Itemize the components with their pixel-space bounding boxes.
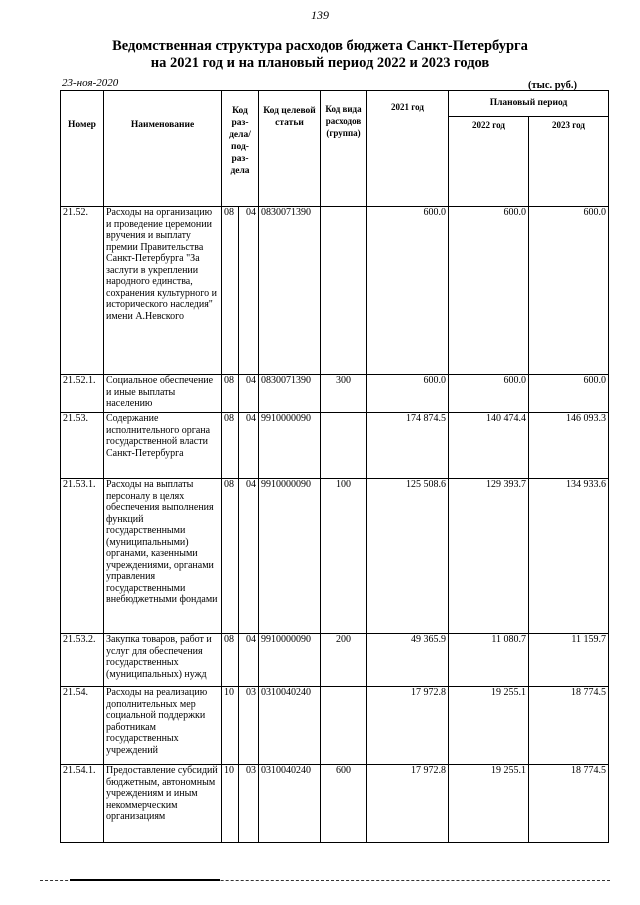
row-subsection: 04 xyxy=(239,375,259,413)
row-section: 10 xyxy=(222,687,239,765)
row-2022: 19 255.1 xyxy=(449,765,529,843)
row-number: 21.54.1. xyxy=(61,765,104,843)
row-type xyxy=(321,413,367,479)
row-target: 9910000090 xyxy=(259,413,321,479)
row-name: Расходы на реализацию дополнительных мер социальной поддержки работникам государственных учреждений xyxy=(104,687,222,765)
header-number: Номер xyxy=(61,91,104,207)
row-2022: 129 393.7 xyxy=(449,479,529,634)
header-type: Код вида расходов (группа) xyxy=(321,91,367,207)
document-date: 23-ноя-2020 xyxy=(62,77,119,89)
header-planned-period: Плановый период xyxy=(449,91,609,117)
table-row xyxy=(61,375,609,413)
row-target: 0310040240 xyxy=(259,765,321,843)
row-name: Расходы на выплаты персоналу в целях обеспечения выполнения функций государственными (муниципальными) органами, казенными учреждениями, органами управления государственными внебюджетными фондами xyxy=(104,479,222,634)
document-title xyxy=(0,38,640,72)
table-row xyxy=(61,765,609,843)
row-number: 21.52.1. xyxy=(61,375,104,413)
row-2023: 18 774.5 xyxy=(529,765,609,843)
row-2022: 11 080.7 xyxy=(449,634,529,687)
row-2022: 19 255.1 xyxy=(449,687,529,765)
row-2023: 134 933.6 xyxy=(529,479,609,634)
row-2021: 17 972.8 xyxy=(367,765,449,843)
budget-table xyxy=(60,90,609,843)
row-2022: 140 474.4 xyxy=(449,413,529,479)
row-section: 08 xyxy=(222,413,239,479)
page-number: 139 xyxy=(311,8,329,22)
header-section: Код раз- дела/ под- раз- дела xyxy=(222,91,259,207)
header-2022: 2022 год xyxy=(449,117,529,207)
row-target: 0310040240 xyxy=(259,687,321,765)
row-name: Расходы на организацию и проведение церемонии вручения и выплату премии Правительства Санкт-Петербурга "За заслуги в укреплении народного единства, сохранения культурного и исторического наследия" имени А.Невского xyxy=(104,207,222,375)
row-subsection: 03 xyxy=(239,687,259,765)
row-2023: 11 159.7 xyxy=(529,634,609,687)
row-number: 21.53.2. xyxy=(61,634,104,687)
row-target: 0830071390 xyxy=(259,375,321,413)
table-row xyxy=(61,413,609,479)
row-subsection: 03 xyxy=(239,765,259,843)
title-line-1: Ведомственная структура расходов бюджета Санкт-Петербурга xyxy=(112,38,528,54)
header-2023: 2023 год xyxy=(529,117,609,207)
header-target: Код целевой статьи xyxy=(259,91,321,207)
row-type: 100 xyxy=(321,479,367,634)
row-type xyxy=(321,687,367,765)
row-name: Социальное обеспечение и иные выплаты населению xyxy=(104,375,222,413)
row-target: 0830071390 xyxy=(259,207,321,375)
row-2021: 49 365.9 xyxy=(367,634,449,687)
row-subsection: 04 xyxy=(239,479,259,634)
header-name: Наименование xyxy=(104,91,222,207)
row-target: 9910000090 xyxy=(259,634,321,687)
row-name: Закупка товаров, работ и услуг для обеспечения государственных (муниципальных) нужд xyxy=(104,634,222,687)
row-2023: 600.0 xyxy=(529,207,609,375)
row-2021: 125 508.6 xyxy=(367,479,449,634)
row-type: 600 xyxy=(321,765,367,843)
row-2021: 17 972.8 xyxy=(367,687,449,765)
row-name: Предоставление субсидий бюджетным, автономным учреждениям и иным некоммерческим организациям xyxy=(104,765,222,843)
header-2021: 2021 год xyxy=(367,91,449,207)
row-section: 08 xyxy=(222,207,239,375)
scan-edge-mark xyxy=(70,879,220,881)
row-section: 10 xyxy=(222,765,239,843)
row-number: 21.52. xyxy=(61,207,104,375)
row-section: 08 xyxy=(222,479,239,634)
row-2022: 600.0 xyxy=(449,375,529,413)
table-row xyxy=(61,207,609,375)
units-label: (тыс. руб.) xyxy=(528,80,577,91)
row-2023: 146 093.3 xyxy=(529,413,609,479)
row-number: 21.54. xyxy=(61,687,104,765)
row-subsection: 04 xyxy=(239,634,259,687)
row-2021: 600.0 xyxy=(367,207,449,375)
row-type xyxy=(321,207,367,375)
row-number: 21.53. xyxy=(61,413,104,479)
row-subsection: 04 xyxy=(239,207,259,375)
table-row xyxy=(61,479,609,634)
row-target: 9910000090 xyxy=(259,479,321,634)
row-2023: 18 774.5 xyxy=(529,687,609,765)
row-2022: 600.0 xyxy=(449,207,529,375)
row-name: Содержание исполнительного органа государственной власти Санкт-Петербурга xyxy=(104,413,222,479)
row-2023: 600.0 xyxy=(529,375,609,413)
row-type: 200 xyxy=(321,634,367,687)
row-section: 08 xyxy=(222,634,239,687)
row-2021: 174 874.5 xyxy=(367,413,449,479)
row-section: 08 xyxy=(222,375,239,413)
row-type: 300 xyxy=(321,375,367,413)
row-subsection: 04 xyxy=(239,413,259,479)
table-row xyxy=(61,687,609,765)
table-row xyxy=(61,634,609,687)
row-2021: 600.0 xyxy=(367,375,449,413)
title-line-2: на 2021 год и на плановый период 2022 и 2023 годов xyxy=(150,55,490,71)
row-number: 21.53.1. xyxy=(61,479,104,634)
